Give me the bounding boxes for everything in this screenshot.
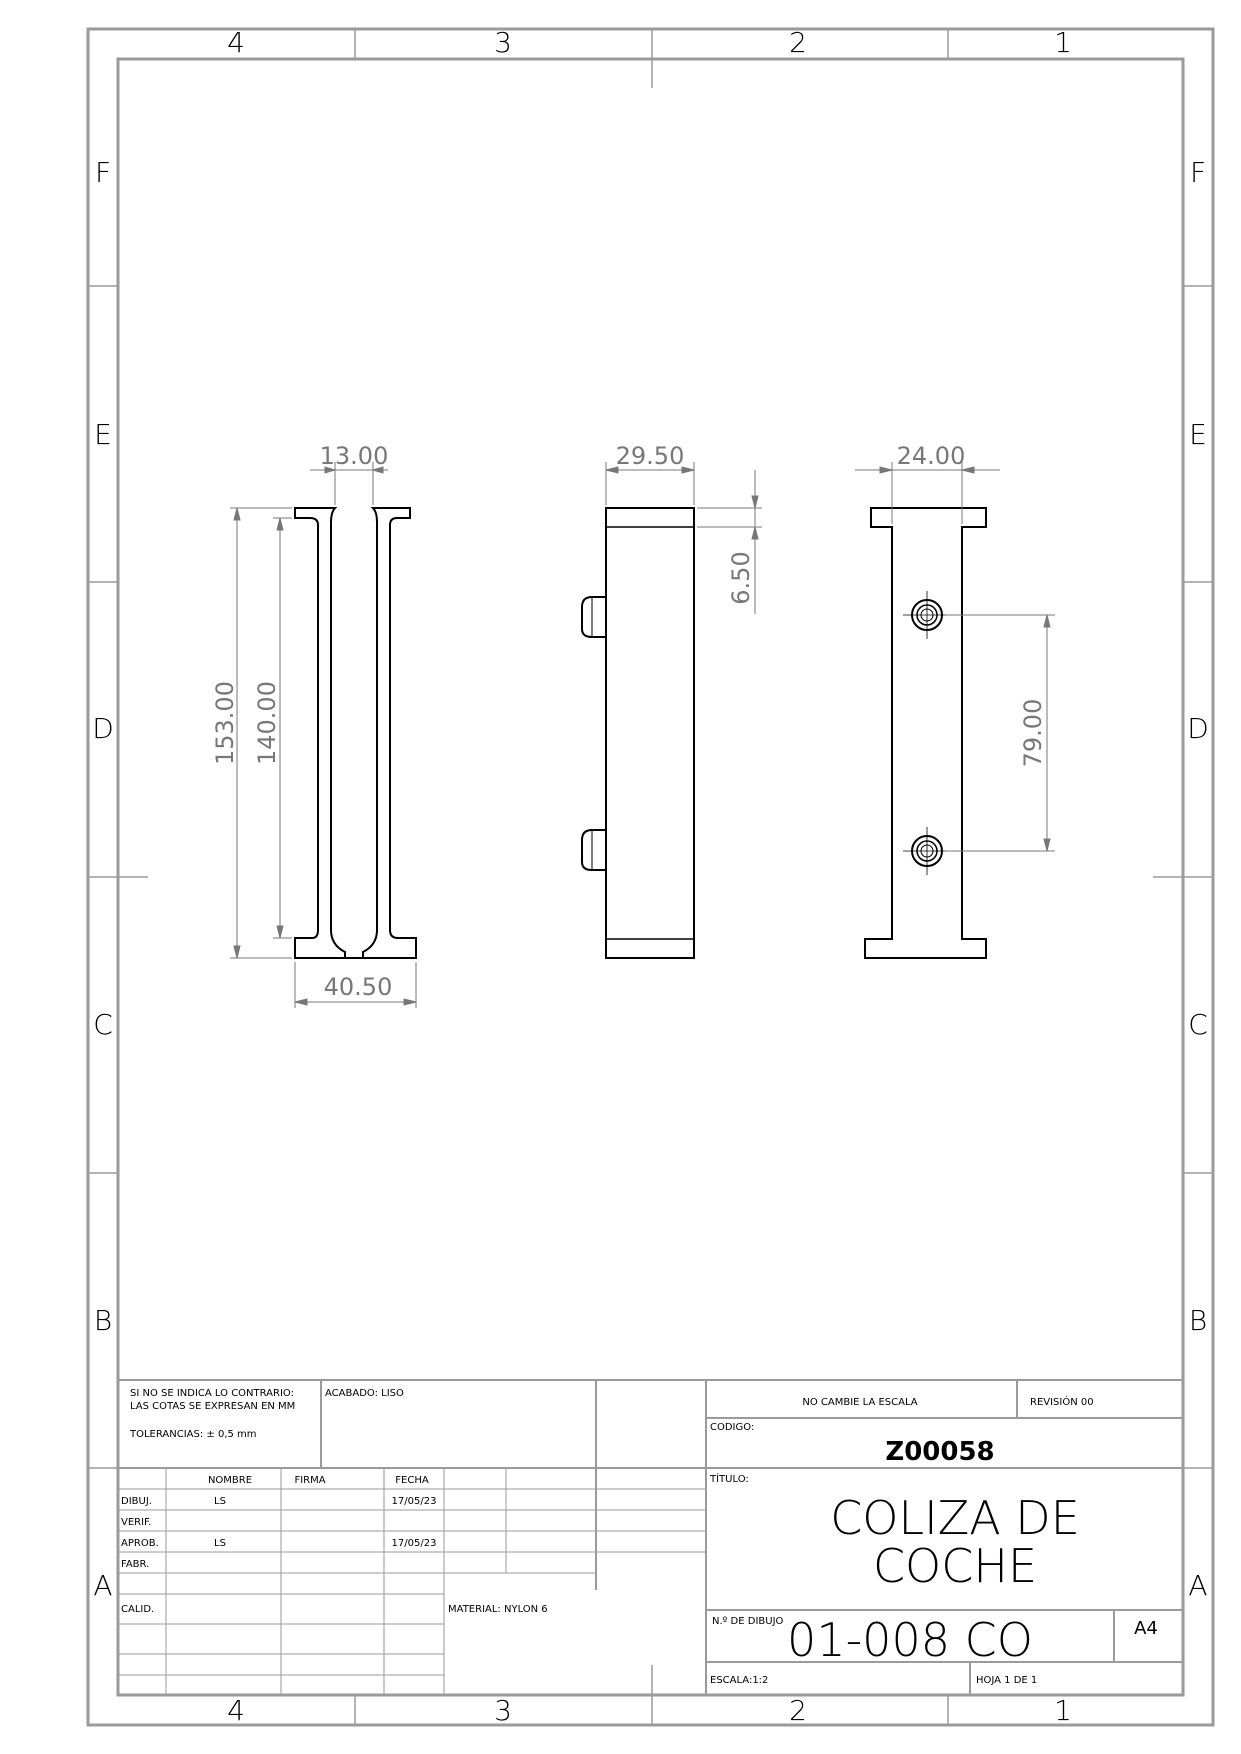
code-value: Z00058: [885, 1437, 995, 1467]
zone-col-top-2: 2: [789, 26, 807, 59]
zone-row-left-c: C: [93, 1008, 113, 1041]
material: MATERIAL: NYLON 6: [448, 1604, 548, 1615]
zone-row-right-d: D: [1187, 712, 1209, 745]
dim-front-bottom-width: 40.50: [323, 973, 393, 1001]
right-view-bottom-hole: [903, 827, 951, 875]
title-label: TÍTULO:: [710, 1474, 749, 1485]
dim-front-inner-height: 140.00: [253, 681, 281, 765]
zone-dividers: [88, 29, 1213, 1725]
row-date-drawn: 17/05/23: [391, 1496, 437, 1507]
drawing-title-line-2: COCHE: [872, 1539, 1038, 1593]
zone-row-right-c: C: [1188, 1008, 1208, 1041]
general-note-1: SI NO SE INDICA LO CONTRARIO:: [130, 1388, 294, 1399]
dim-side-flange: 6.50: [727, 551, 755, 605]
paper-size: A4: [1134, 1618, 1158, 1639]
dim-front-top-width: 13.00: [319, 442, 389, 470]
row-name-approved: LS: [214, 1538, 226, 1549]
zone-row-left-a: A: [93, 1569, 113, 1602]
inner-border: [118, 59, 1183, 1695]
zone-row-left-d: D: [92, 712, 114, 745]
dim-right-top-width: 24.00: [896, 442, 966, 470]
front-view: [295, 508, 416, 958]
zone-row-left-e: E: [94, 418, 112, 451]
side-view-body: [606, 508, 694, 958]
zone-row-left-b: B: [93, 1304, 113, 1337]
header-date: FECHA: [395, 1475, 429, 1486]
code-label: CODIGO:: [710, 1422, 755, 1433]
row-role-drawn: DIBUJ.: [121, 1496, 152, 1507]
zone-row-left-f: F: [94, 156, 112, 189]
dim-right-hole-spacing: 79.00: [1019, 698, 1047, 768]
row-role-quality: CALID.: [121, 1604, 155, 1615]
row-role-manufactured: FABR.: [121, 1559, 150, 1570]
scale: ESCALA:1:2: [710, 1675, 769, 1686]
row-role-approved: APROB.: [121, 1538, 159, 1549]
outer-border: [88, 29, 1213, 1725]
side-view-top-boss: [582, 597, 606, 637]
do-not-scale: NO CAMBIE LA ESCALA: [802, 1397, 918, 1408]
dim-front-overall-height: 153.00: [211, 681, 239, 765]
zone-row-right-f: F: [1189, 156, 1207, 189]
front-view-right-rail: [363, 508, 416, 958]
zone-col-bottom-1: 1: [1054, 1694, 1072, 1727]
drawing-number: 01-008 CO: [787, 1613, 1033, 1667]
zone-col-bottom-2: 2: [789, 1694, 807, 1727]
side-view: [582, 508, 694, 958]
dim-side-width: 29.50: [615, 442, 685, 470]
general-note-2: LAS COTAS SE EXPRESAN EN MM: [130, 1401, 296, 1412]
finish: ACABADO: LISO: [325, 1388, 404, 1399]
row-role-verified: VERIF.: [121, 1517, 152, 1528]
right-view-top-hole: [903, 591, 951, 639]
revision: REVISIÓN 00: [1030, 1397, 1094, 1408]
front-view-left-rail: [295, 508, 345, 958]
zone-col-bottom-4: 4: [227, 1694, 245, 1727]
side-view-bottom-boss: [582, 830, 606, 870]
zone-col-top-1: 1: [1054, 26, 1072, 59]
right-view: [865, 508, 986, 958]
zone-row-right-a: A: [1188, 1569, 1208, 1602]
zone-col-top-4: 4: [227, 26, 245, 59]
header-signature: FIRMA: [294, 1475, 326, 1486]
sheet-number: HOJA 1 DE 1: [976, 1675, 1038, 1686]
row-date-approved: 17/05/23: [391, 1538, 437, 1549]
row-name-drawn: LS: [214, 1496, 226, 1507]
drawing-number-label: N.º DE DIBUJO: [712, 1616, 784, 1627]
right-view-dimensions: [855, 462, 1055, 851]
tolerances: TOLERANCIAS: ± 0,5 mm: [130, 1429, 257, 1440]
zone-col-top-3: 3: [494, 26, 512, 59]
zone-row-right-b: B: [1188, 1304, 1208, 1337]
drawing-title-line-1: COLIZA DE: [830, 1491, 1080, 1545]
right-view-body: [865, 508, 986, 958]
header-name: NOMBRE: [207, 1475, 253, 1486]
zone-col-bottom-3: 3: [494, 1694, 512, 1727]
zone-row-right-e: E: [1189, 418, 1207, 451]
